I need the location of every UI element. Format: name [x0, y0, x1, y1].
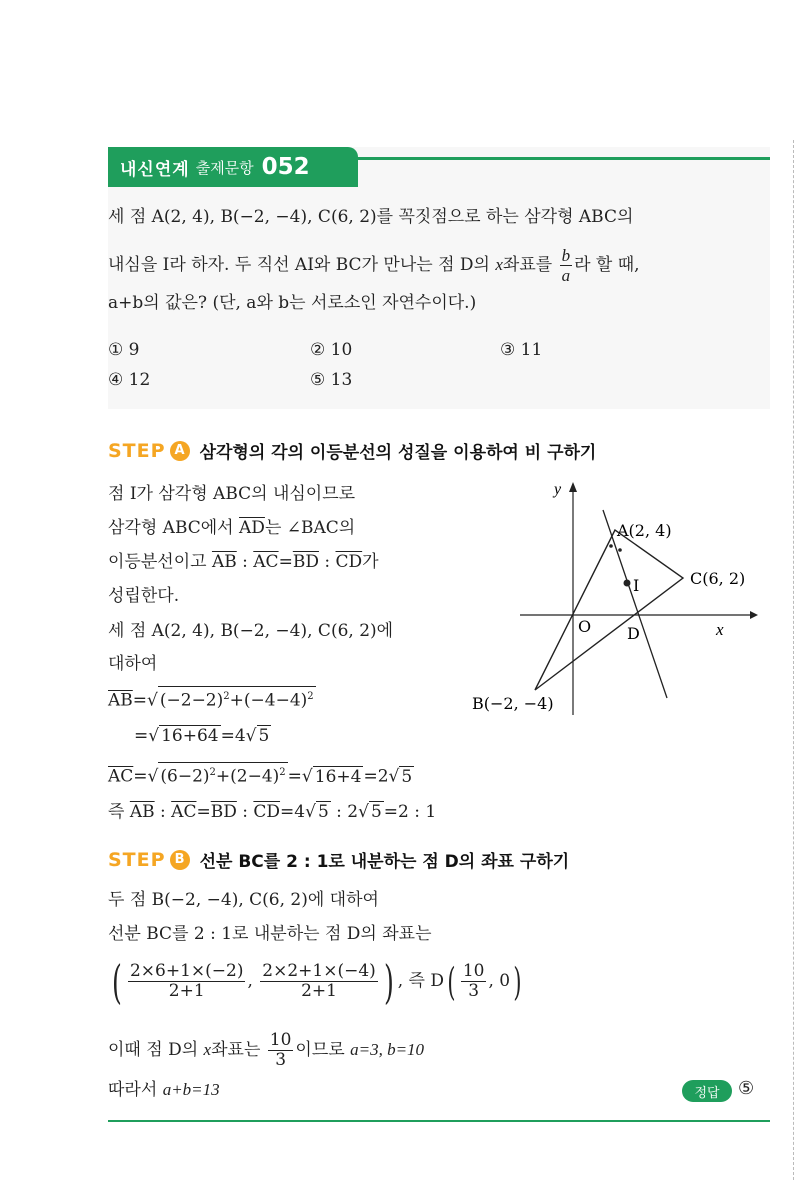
- comma: ,: [247, 971, 253, 991]
- radicand: 5: [317, 802, 329, 822]
- page-edge-guide: [793, 140, 794, 1180]
- fraction-numerator: 2×2+1×(−4): [262, 961, 376, 981]
- exponent: 2: [209, 767, 216, 778]
- segment-ac: $\overline{AC}$: [108, 766, 134, 787]
- tag-number: 052: [261, 154, 310, 180]
- fraction-denominator: 2+1: [168, 981, 205, 1001]
- colon: :: [154, 802, 172, 822]
- result: =2: [363, 766, 389, 787]
- angle-mark: [609, 544, 613, 548]
- radicand: 16+64: [161, 726, 219, 746]
- step-b-line-1: 두 점 B(−2, −4), C(6, 2)에 대하여: [108, 890, 379, 910]
- choice-3[interactable]: ③ 11: [500, 340, 543, 360]
- segment-ac: $\overline{AC}$: [253, 552, 279, 572]
- problem-tag: [108, 147, 358, 187]
- ab-length-line-2: [134, 724, 271, 748]
- y-axis-label: y: [554, 481, 562, 498]
- problem-line-3: a+b의 값은? (단, a와 b는 서로소인 자연수이다.): [108, 293, 477, 313]
- line-4-result: a=3, b=10: [350, 1040, 425, 1059]
- equals: =: [133, 766, 148, 787]
- step-a-line-2: [108, 516, 355, 540]
- sqrt-symbol: √: [358, 802, 369, 822]
- step-b-heading: [108, 847, 569, 872]
- ratio-result: =2 : 1: [383, 802, 437, 822]
- radicand-part: +(2−4): [215, 766, 280, 787]
- problem-line-2a: 내심을 I라 하자. 두 직선 AI와 BC가 만나는 점 D의: [108, 255, 490, 275]
- answer-badge: 정답: [682, 1080, 732, 1102]
- radicand-part: (−2−2): [159, 690, 224, 711]
- step-b-line-2: 선분 BC를 2 : 1로 내분하는 점 D의 좌표는: [108, 924, 432, 944]
- coordinate-result-prefix: , 즉 D: [397, 971, 445, 991]
- problem-line-1: 세 점 A(2, 4), B(−2, −4), C(6, 2)를 꼭짓점으로 하는 삼각형 ABC의: [108, 207, 634, 227]
- radicand: 16+4: [314, 766, 362, 787]
- ab-length-line-1: [108, 686, 316, 713]
- problem-line-2b: 좌표를: [502, 255, 553, 275]
- segment-cd: $\overline{CD}$: [253, 802, 281, 822]
- triangle-abc: [535, 530, 683, 690]
- step-a-line-2a: 삼각형 ABC에서: [108, 518, 234, 538]
- step-b-coordinate-line: [108, 954, 525, 1009]
- sqrt-symbol: √: [147, 766, 159, 787]
- step-a-heading: [108, 438, 596, 463]
- radicand-part: +(−4−4): [229, 690, 308, 711]
- segment-ad: $\overline{AD}$: [239, 518, 265, 538]
- step-b-title: 선분 BC를 2 : 1로 내분하는 점 D의 좌표 구하기: [199, 852, 570, 872]
- choice-1[interactable]: ① 9: [108, 340, 140, 360]
- segment-ab: $\overline{AB}$: [211, 552, 237, 572]
- segment-cd: $\overline{CD}$: [335, 552, 363, 572]
- fraction-denominator: 2+1: [301, 981, 337, 1001]
- ratio-line: [108, 800, 436, 824]
- tag-series: 내신연계: [120, 159, 190, 180]
- step-a-line-6: 대하여: [108, 654, 158, 674]
- left-paren: (: [112, 954, 122, 1009]
- line-5a: 따라서: [108, 1080, 158, 1100]
- sqrt-symbol: √: [301, 766, 313, 787]
- fraction-ten-thirds: [268, 1031, 294, 1070]
- radicand: 5: [370, 802, 382, 822]
- exponent: 2: [307, 691, 314, 702]
- colon: :: [236, 552, 254, 572]
- ratio-middle: : 2: [330, 802, 359, 822]
- x-var: x: [203, 1040, 212, 1059]
- step-a-letter: A: [170, 441, 190, 461]
- equals: =: [132, 690, 148, 711]
- final-result: a+b=13: [162, 1080, 220, 1099]
- line-4a: 이때 점 D의: [108, 1040, 199, 1060]
- fraction-numerator: 2×6+1×(−2): [129, 961, 244, 981]
- bottom-rule: [108, 1120, 770, 1122]
- point-c-label: C(6, 2): [690, 569, 746, 588]
- point-b-label: B(−2, −4): [472, 694, 554, 713]
- step-a-title: 삼각형의 각의 이등분선의 성질을 이용하여 비 구하기: [199, 443, 597, 463]
- step-b-line-4: [108, 1030, 424, 1070]
- choice-5[interactable]: ⑤ 13: [310, 370, 353, 390]
- sqrt-symbol: √: [148, 726, 160, 746]
- right-paren: ): [383, 954, 394, 1009]
- fraction-numerator: b: [561, 246, 571, 265]
- fraction-numerator: 10: [462, 961, 485, 981]
- step-a-line-1: 점 I가 삼각형 ABC의 내심이므로: [108, 484, 356, 504]
- ratio-prefix: 즉: [108, 802, 125, 822]
- step-a-line-5: 세 점 A(2, 4), B(−2, −4), C(6, 2)에: [108, 621, 394, 641]
- coordinate-tail: , 0: [488, 971, 511, 991]
- colon: :: [318, 552, 336, 572]
- problem-x-var: x: [495, 255, 503, 274]
- equals: =: [134, 726, 149, 746]
- right-paren: ): [513, 959, 522, 1004]
- exponent: 2: [223, 691, 230, 702]
- radicand: 5: [401, 766, 413, 787]
- line-4c: 이므로: [295, 1040, 345, 1060]
- fraction-denominator: a: [561, 266, 571, 285]
- fraction-x: [128, 962, 246, 1001]
- answer-value: ⑤: [738, 1078, 755, 1099]
- y-axis-arrow-icon: [569, 482, 577, 492]
- step-b-letter: B: [170, 850, 190, 870]
- tag-label: 출제문항: [195, 158, 254, 177]
- point-i-label: I: [633, 576, 640, 595]
- origin-label: O: [578, 617, 592, 636]
- result: =4: [280, 802, 306, 822]
- triangle-figure: [460, 470, 770, 730]
- x-axis-label: x: [716, 620, 724, 639]
- problem-fraction: [560, 246, 573, 285]
- step-a-word: STEP: [108, 439, 166, 462]
- segment-ab: $\overline{AB}$: [129, 802, 155, 822]
- segment-bd: $\overline{BD}$: [210, 802, 237, 822]
- step-a-line-3a: 이등분선이고: [108, 552, 207, 572]
- segment-ab: $\overline{AB}$: [108, 690, 133, 711]
- sqrt-symbol: √: [388, 766, 400, 787]
- sqrt-symbol: √: [245, 726, 257, 746]
- radicand-part: (6−2): [160, 766, 210, 787]
- problem-line-2c: 라 할 때,: [574, 255, 640, 275]
- left-paren: (: [447, 959, 456, 1004]
- step-a-line-2b: 는 ∠BAC의: [264, 518, 356, 538]
- segment-bd: $\overline{BD}$: [292, 552, 319, 572]
- angle-mark: [618, 548, 622, 552]
- choice-4[interactable]: ④ 12: [108, 370, 151, 390]
- radicand: [158, 686, 316, 711]
- ac-length-line: [108, 762, 414, 789]
- step-b-line-5: [108, 1078, 220, 1102]
- result: =4: [220, 726, 246, 746]
- exponent: 2: [279, 767, 286, 778]
- fraction-numerator: 10: [269, 1030, 292, 1050]
- step-b-word: STEP: [108, 848, 166, 871]
- header-rule: [358, 157, 770, 160]
- point-a-label: A(2, 4): [617, 521, 672, 540]
- step-a-line-3b: 가: [362, 552, 379, 572]
- radicand: 5: [258, 726, 270, 746]
- step-a-line-4: 성립한다.: [108, 586, 180, 606]
- fraction-d: [461, 962, 487, 1001]
- choice-2[interactable]: ② 10: [310, 340, 353, 360]
- fraction-y: [260, 962, 378, 1001]
- x-axis-arrow-icon: [750, 611, 758, 619]
- line-4b: 좌표는: [211, 1040, 261, 1060]
- sqrt-symbol: √: [305, 802, 316, 822]
- point-d-label: D: [627, 624, 640, 643]
- colon: :: [236, 802, 254, 822]
- radicand: [158, 762, 287, 787]
- step-a-line-3: [108, 550, 379, 574]
- fraction-denominator: 3: [275, 1050, 287, 1070]
- sqrt-symbol: √: [147, 690, 158, 711]
- incenter-point: [624, 580, 631, 587]
- problem-line-2: [108, 246, 640, 285]
- equals: =: [287, 766, 302, 787]
- equals: =: [196, 802, 211, 822]
- equals: =: [278, 552, 293, 572]
- fraction-denominator: 3: [468, 981, 480, 1001]
- segment-ac: $\overline{AC}$: [171, 802, 197, 822]
